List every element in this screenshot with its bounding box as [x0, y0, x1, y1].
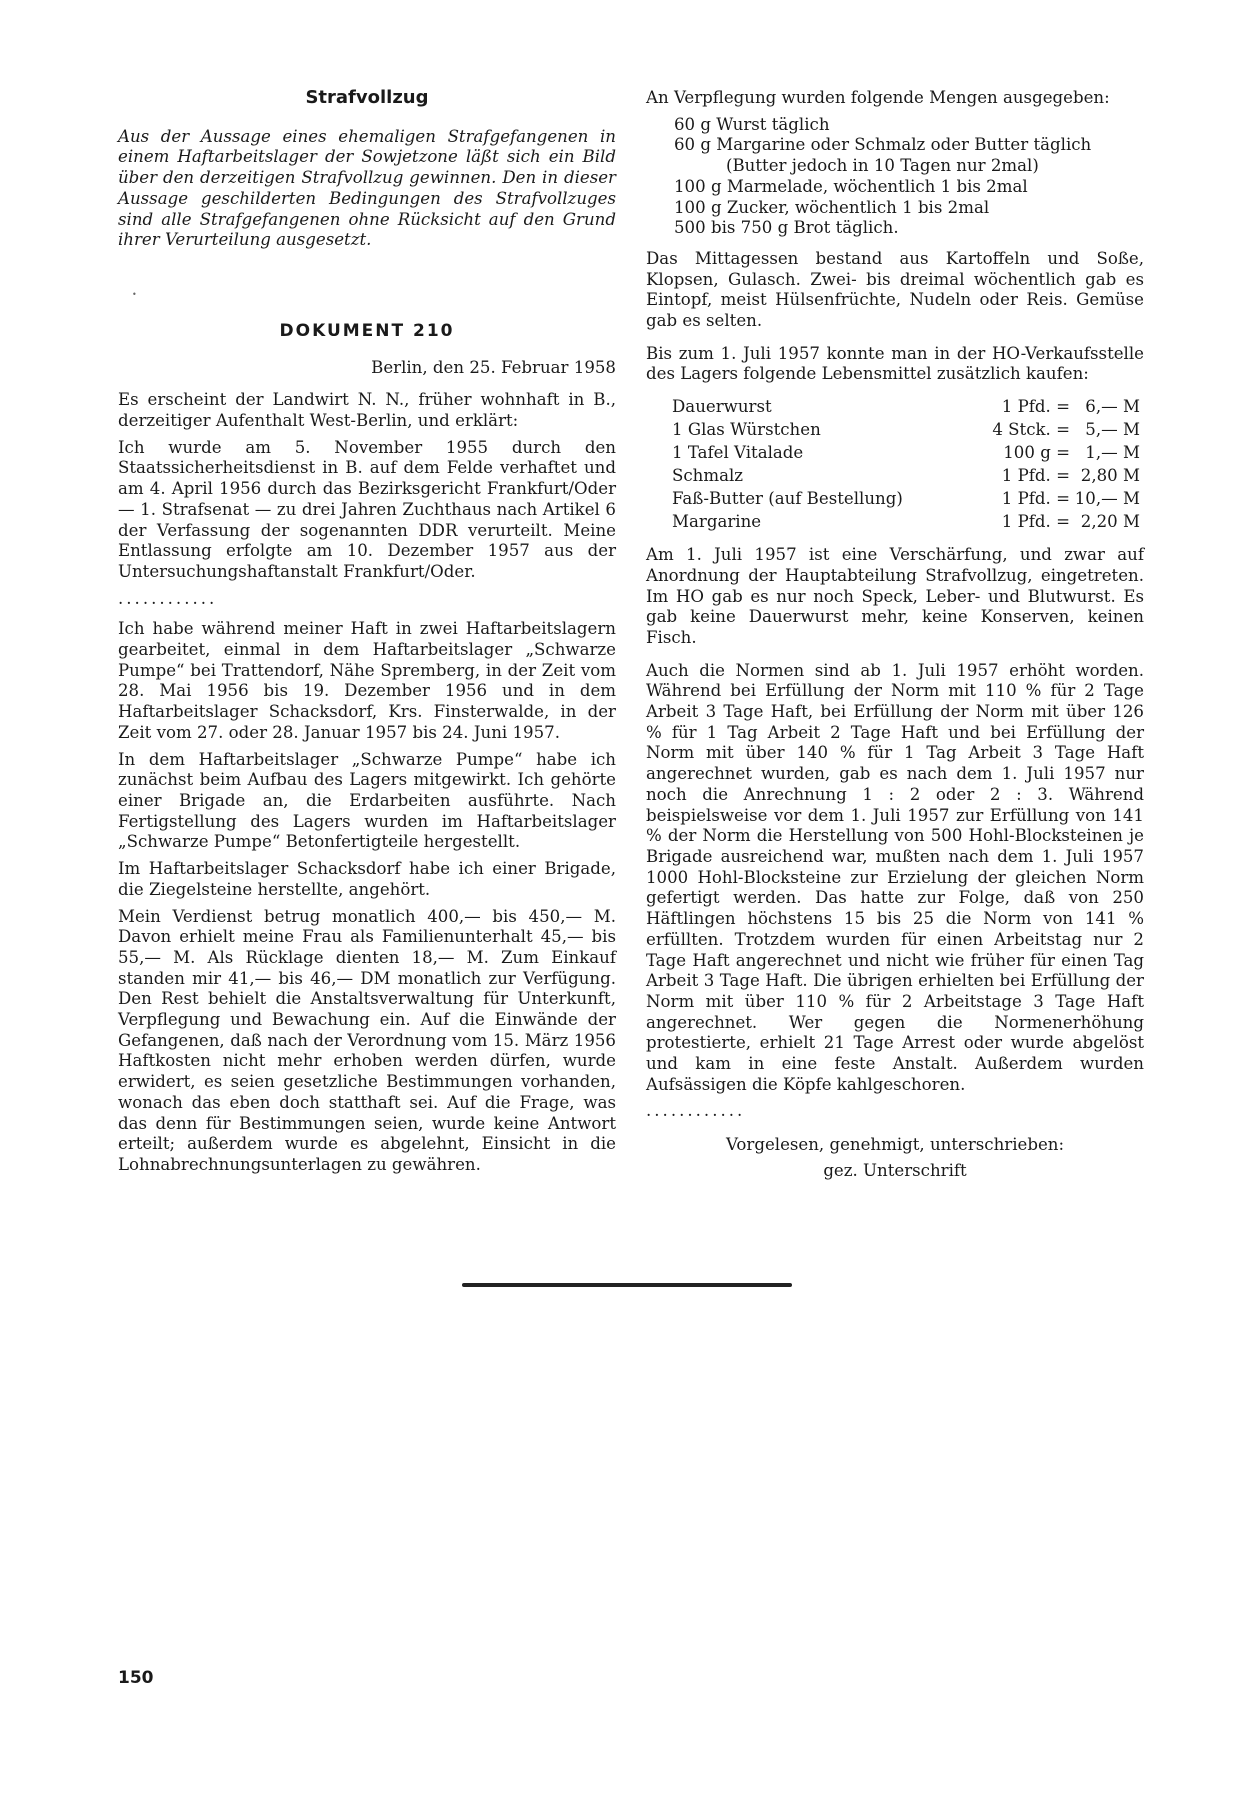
page-number: 150	[118, 1668, 154, 1688]
price-value: 2,80 M	[1080, 466, 1140, 486]
paragraph: Im Haftarbeitslager Schacksdorf habe ich einer Brigade, die Ziegelsteine herstellte, angehört.	[118, 859, 616, 899]
price-value: 2,20 M	[1080, 512, 1140, 532]
table-row	[646, 510, 1144, 533]
ellipsis-dots: ............	[646, 1101, 746, 1121]
signature-name: gez. Unterschrift	[823, 1161, 967, 1181]
price-value: 10,— M	[1074, 489, 1140, 509]
table-row	[646, 395, 1144, 418]
price-item: Margarine	[672, 512, 762, 532]
price-value: 5,— M	[1085, 420, 1140, 440]
price-item: Schmalz	[672, 466, 744, 486]
paragraph: Auch die Normen sind ab 1. Juli 1957 erhöht worden. Während bei Erfüllung der Norm mit 110 % für 2 Tage Arbeit 3 Tage Haft, bei Erfüllung der Norm mit über 126 % für 1 Tag Arbeit 2 Tage Haft und bei Erfüllung der Norm mit über 140 % für 1 Tag Arbeit 3 Tage Haft angerechnet wurden, gab es nach dem 1. Juli 1957 nur noch die Anrechnung 1 : 2 oder 2 : 3. Während beispielsweise vor dem 1. Juli 1957 zur Erfüllung von 141 % der Norm die Herstellung von 500 Hohl-Blocksteinen je Brigade ausreichend war, mußten nach dem 1. Juli 1957 1000 Hohl-Blocksteine zur Erzielung der gleichen Norm gefertigt werden. Das hatte zur Folge, daß von 250 Häftlingen höchstens 15 bis 25 die Norm von 141 % erfüllten. Trotzdem wurden für einen Arbeitstag nur 2 Tage Haft angerechnet und nicht wie früher für einen Tag Arbeit 3 Tage Haft. Die übrigen erhielten bei Erfüllung der Norm mit über 110 % für 2 Arbeitstage 3 Tage Haft angerechnet. Wer gegen die Normenerhöhung protestierte, erhielt 21 Tage Arrest oder wurde abgelöst und kam in eine feste Anstalt. Außerdem wurden Aufsässigen die Köpfe kahlgeschoren.	[646, 660, 1144, 1094]
paragraph: In dem Haftarbeitslager „Schwarze Pumpe“ habe ich zunächst beim Aufbau des Lagers mitgewirkt. Ich gehörte einer Brigade an, die Erdarbeiten ausführte. Nach Fertigstellung des Lagers wurden im Haftarbeitslager „Schwarze Pumpe“ Betonfertigteile hergestellt.	[118, 749, 616, 852]
price-unit: 100 g =	[1003, 443, 1070, 463]
table-row	[646, 487, 1144, 510]
price-unit: 1 Pfd. =	[1001, 466, 1070, 486]
list-item: 500 bis 750 g Brot täglich.	[674, 218, 899, 238]
list-item: 60 g Wurst täglich	[674, 114, 830, 134]
right-column	[646, 88, 1144, 1184]
section-title: Strafvollzug	[305, 87, 429, 108]
paragraph: Das Mittagessen bestand aus Kartoffeln und Soße, Klopsen, Gulasch. Zwei- bis dreimal wöchentlich gab es Eintopf, meist Hülsenfrüchte, Nudeln oder Reis. Gemüse gab es selten.	[646, 248, 1144, 331]
table-row	[646, 464, 1144, 487]
price-unit: 1 Pfd. =	[1001, 397, 1070, 417]
price-unit: 1 Pfd. =	[1001, 512, 1070, 532]
list-item: 100 g Marmelade, wöchentlich 1 bis 2mal	[674, 176, 1028, 196]
signature-line: Vorgelesen, genehmigt, unterschrieben:	[725, 1135, 1065, 1155]
paragraph: An Verpflegung wurden folgende Mengen ausgegeben:	[646, 88, 1110, 107]
paragraph: Es erscheint der Landwirt N. N., früher wohnhaft in B., derzeitiger Aufenthalt West-Berlin, und erklärt:	[118, 390, 616, 431]
table-row	[646, 441, 1144, 464]
document-date: Berlin, den 25. Februar 1958	[371, 357, 616, 377]
price-value: 1,— M	[1085, 443, 1140, 463]
price-table	[646, 395, 1144, 533]
list-item: (Butter jedoch in 10 Tagen nur 2mal)	[726, 156, 1039, 176]
end-rule	[462, 1283, 792, 1287]
price-item: Dauerwurst	[672, 397, 772, 417]
price-unit: 1 Pfd. =	[1001, 489, 1070, 509]
intro-paragraph: Aus der Aussage eines ehemaligen Strafgefangenen in einem Haftarbeitslager der Sowjetzone läßt sich ein Bild über den derzeitigen Strafvollzug gewinnen. Den in dieser Aussage geschilderten Bedingungen des Strafvollzuges sind alle Strafgefangenen ohne Rücksicht auf den Grund ihrer Verurteilung ausgesetzt.	[118, 126, 616, 250]
price-value: 6,— M	[1085, 397, 1140, 417]
list-item: 60 g Margarine oder Schmalz oder Butter täglich	[674, 135, 1092, 155]
paragraph: Bis zum 1. Juli 1957 konnte man in der HO-Verkaufsstelle des Lagers folgende Lebensmittel zusätzlich kaufen:	[646, 343, 1144, 384]
price-unit: 4 Stck. =	[992, 420, 1070, 440]
stray-dot: •	[132, 289, 137, 299]
left-column	[118, 88, 616, 1182]
paragraph: Am 1. Juli 1957 ist eine Verschärfung, und zwar auf Anordnung der Hauptabteilung Strafvollzug, eingetreten. Im HO gab es nur noch Speck, Leber- und Blutwurst. Es gab keine Dauerwurst mehr, keine Konserven, keinen Fisch.	[646, 545, 1144, 647]
document-title: DOKUMENT 210	[279, 320, 455, 341]
paragraph: Ich habe während meiner Haft in zwei Haftarbeitslagern gearbeitet, einmal in dem Haftarbeitslager „Schwarze Pumpe“ bei Trattendorf, Nähe Spremberg, in der Zeit vom 28. Mai 1956 bis 19. Dezember 1956 und in dem Haftarbeitslager Schacksdorf, Krs. Finsterwalde, in der Zeit vom 27. oder 28. Januar 1957 bis 24. Juni 1957.	[118, 619, 616, 742]
spacer	[118, 251, 616, 321]
table-row	[646, 418, 1144, 441]
ration-list	[674, 115, 1144, 239]
ellipsis-dots: ............	[118, 588, 218, 608]
price-item: Faß-Butter (auf Bestellung)	[672, 489, 903, 509]
price-item: 1 Glas Würstchen	[672, 420, 821, 440]
price-item: 1 Tafel Vitalade	[672, 443, 804, 463]
list-item: 100 g Zucker, wöchentlich 1 bis 2mal	[674, 197, 990, 217]
paragraph: Mein Verdienst betrug monatlich 400,— bis 450,— M. Davon erhielt meine Frau als Familienunterhalt 45,— bis 55,— M. Als Rücklage dienten 18,— M. Zum Einkauf standen mir 41,— bis 46,— DM monatlich zur Verfügung. Den Rest behielt die Anstaltsverwaltung für Unterkunft, Verpflegung und Bewachung ein. Auf die Einwände der Gefangenen, daß nach der Verordnung vom 15. März 1956 Haftkosten nicht mehr erhoben werden dürfen, wurde erwidert, es seien gesetzliche Bestimmungen vorhanden, wonach das eben doch statthaft sei. Auf die Frage, was das denn für Bestimmungen seien, wurde keine Antwort erteilt; außerdem wurde es abgelehnt, Einsicht in die Lohnabrechnungsunterlagen zu gewähren.	[118, 906, 616, 1174]
paragraph: Ich wurde am 5. November 1955 durch den Staatssicherheitsdienst in B. auf dem Felde verhaftet und am 4. April 1956 durch das Bezirksgericht Frankfurt/Oder — 1. Strafsenat — zu drei Jahren Zuchthaus nach Artikel 6 der Verfassung der sogenannten DDR verurteilt. Meine Entlassung erfolgte am 10. Dezember 1957 aus der Untersuchungshaftanstalt Frankfurt/Oder.	[118, 437, 616, 581]
